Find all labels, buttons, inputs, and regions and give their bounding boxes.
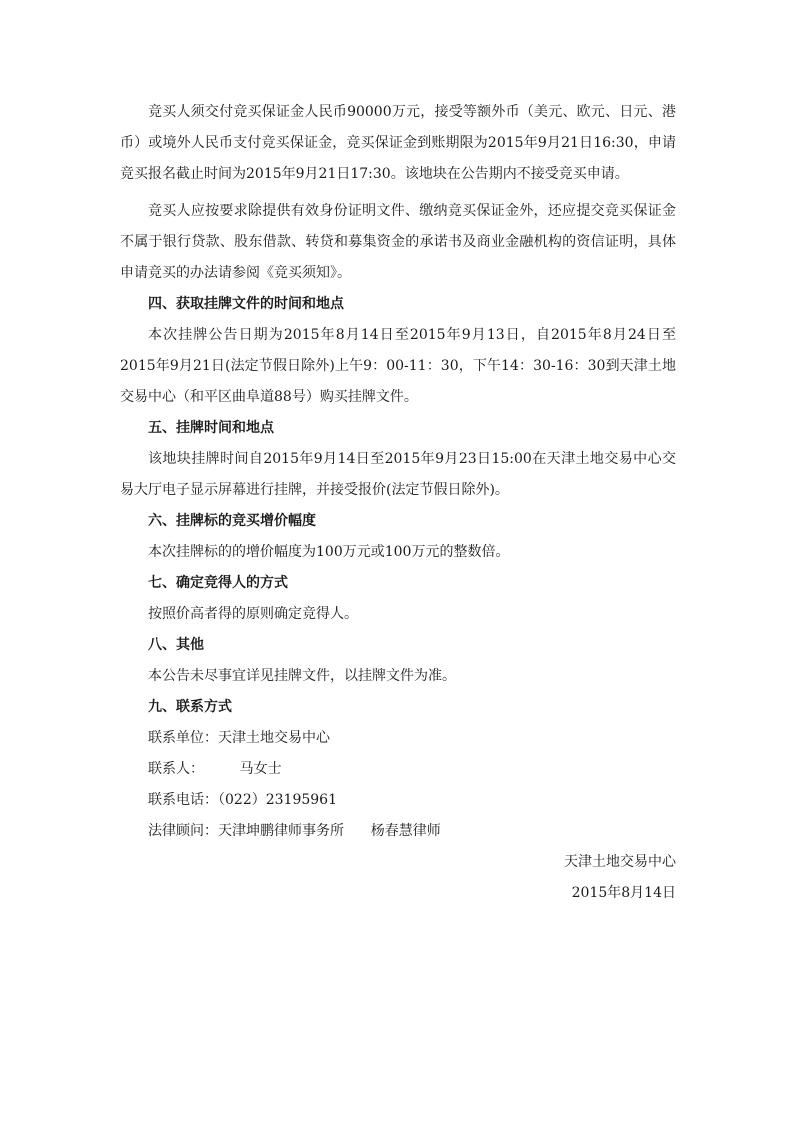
section-body-8: 本公告未尽事宜详见挂牌文件，以挂牌文件为准。 [148,668,456,684]
contact-phone: 联系电话：（022）23195961 [148,792,337,808]
section-body-5: 该地块挂牌时间自2015年9月14日至2015年9月23日15:00在天津土地交易中心交易大厅电子显示屏幕进行挂牌，并接受报价(法定节假日除外)。 [120,451,676,498]
section-body-4: 本次挂牌公告日期为2015年8月14日至2015年9月13日，自2015年8月24日至2015年9月21日(法定节假日除外)上午9：00-11：30，下午14：30-16：30到天津土地交易中心（和平区曲阜道88号）购买挂牌文件。 [120,327,676,405]
deposit-paragraph: 竞买人须交付竞买保证金人民币90000万元，接受等额外币（美元、欧元、日元、港币）或境外人民币支付竞买保证金，竞买保证金到账期限为2015年9月21日16:30，申请竞买报名截止时间为2015年9月21日17:30。该地块在公告期内不接受竞买申请。 [120,104,676,182]
contact-heading: 九、联系方式 [148,699,232,715]
section-heading-6: 六、挂牌标的竞买增价幅度 [148,513,316,529]
section-body-6: 本次挂牌标的的增价幅度为100万元或100万元的整数倍。 [148,544,510,560]
section-heading-7: 七、确定竞得人的方式 [148,575,288,591]
signature-date: 2015年8月14日 [571,885,676,901]
section-body-7: 按照价高者得的原则确定竞得人。 [148,606,358,622]
section-heading-8: 八、其他 [148,637,204,653]
section-heading-4: 四、获取挂牌文件的时间和地点 [148,296,344,312]
signature-org: 天津土地交易中心 [564,854,676,870]
contact-person: 联系人： 马女士 [148,761,282,777]
contact-lawyer: 法律顾问：天津坤鹏律师事务所 杨春慧律师 [148,823,441,839]
document-page [120,97,676,909]
contact-unit: 联系单位：天津土地交易中心 [148,730,330,746]
section-heading-5: 五、挂牌时间和地点 [148,420,274,436]
requirements-paragraph: 竞买人应按要求除提供有效身份证明文件、缴纳竞买保证金外，还应提交竞买保证金不属于银行贷款、股东借款、转贷和募集资金的承诺书及商业金融机构的资信证明，具体申请竞买的办法请参阅《竞买须知》。 [120,203,676,281]
